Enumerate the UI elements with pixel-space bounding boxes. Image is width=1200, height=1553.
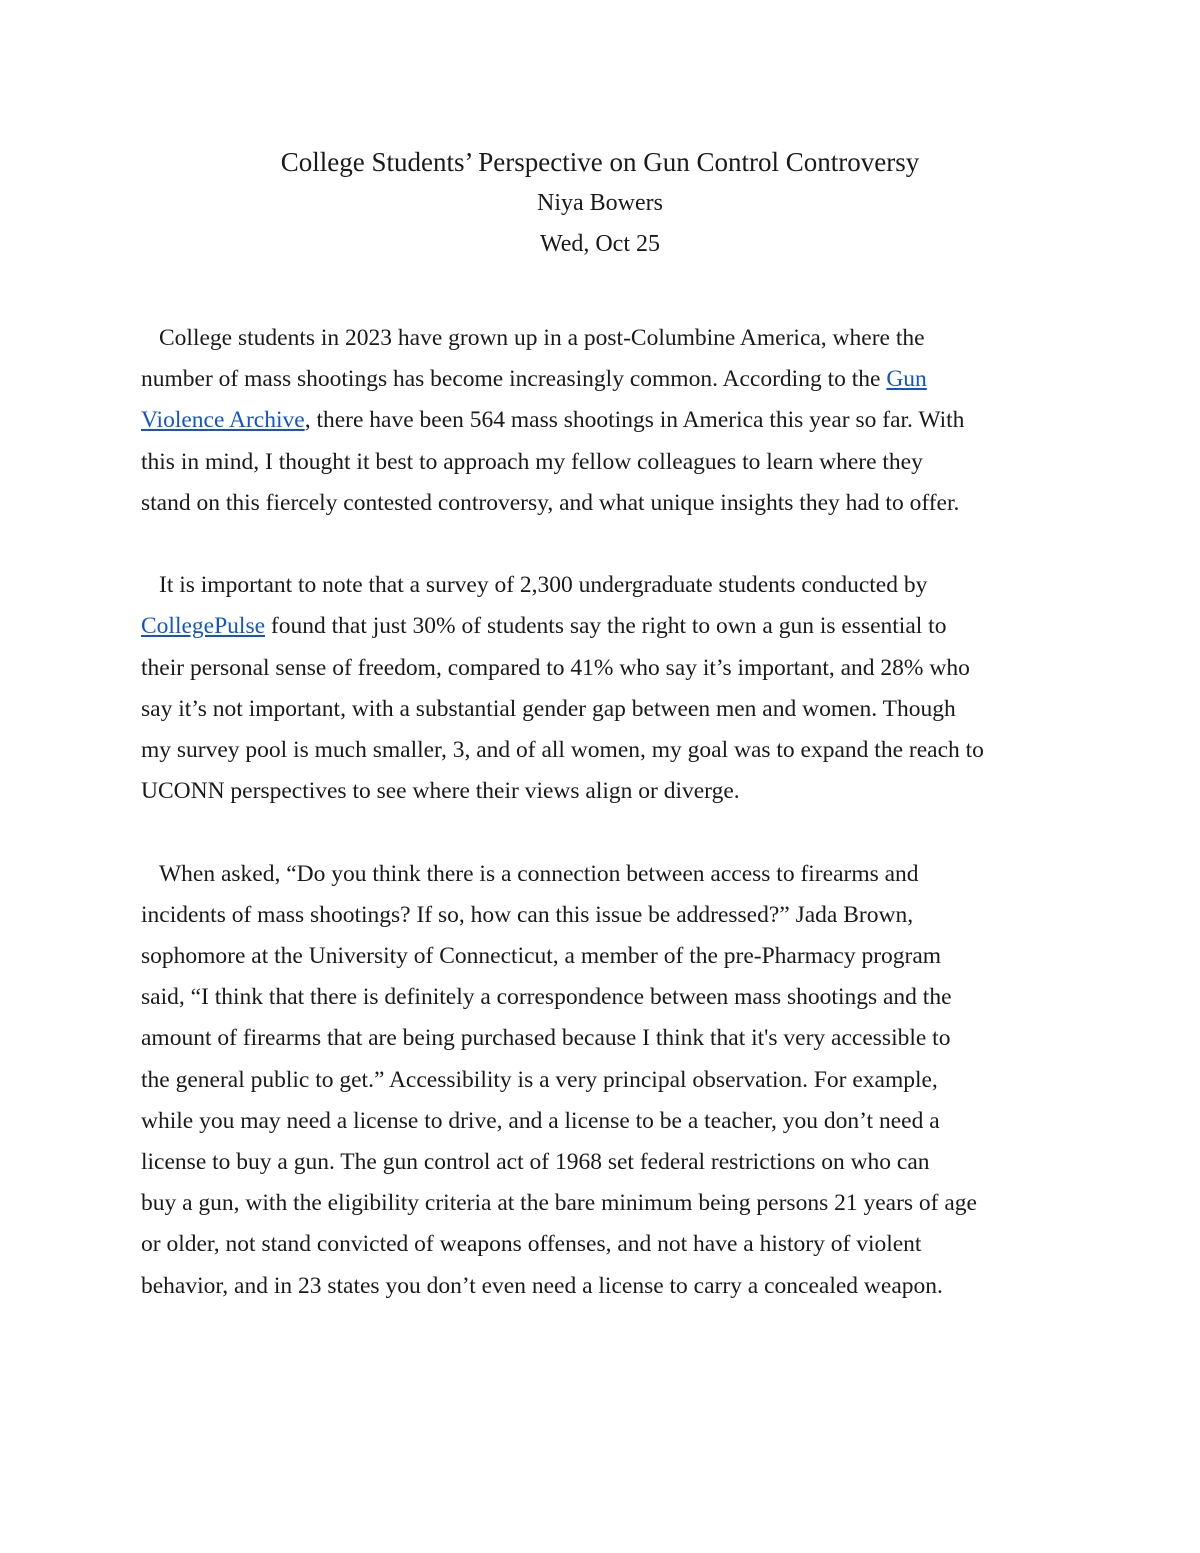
paragraph-line [141,606,1061,647]
paragraph-line: College students in 2023 have grown up in a post-Columbine America, where the [159,325,925,351]
paragraph-line: this in mind, I thought it best to approach my fellow colleagues to learn where they [141,448,923,475]
author-name: Niya Bowers [537,190,663,216]
paragraph-line: UCONN perspectives to see where their views align or diverge. [141,778,740,805]
paragraph-line: their personal sense of freedom, compared to 41% who say it’s important, and 28% who [141,654,970,681]
paragraph-3 [141,854,1061,1307]
gun-violence-archive-link-continued[interactable]: Violence Archive [141,407,305,434]
paragraph-line: It is important to note that a survey of 2,300 undergraduate students conducted by [159,572,928,599]
collegepulse-link[interactable]: CollegePulse [141,613,266,640]
paragraph-line: my survey pool is much smaller, 3, and of all women, my goal was to expand the reach to [141,737,984,764]
paragraph-line: stand on this fiercely contested controversy, and what unique insights they had to offer. [141,489,960,516]
paragraph-line: license to buy a gun. The gun control act of 1968 set federal restrictions on who can [141,1149,930,1176]
paragraph-text: number of mass shootings has become increasingly common. According to the [141,366,887,393]
paragraph-line: amount of firearms that are being purchased because I think that it's very accessible to [141,1025,951,1052]
paragraph-text: found that just 30% of students say the right to own a gun is essential to [265,613,947,640]
paragraph-line: the general public to get.” Accessibility is a very principal observation. For example, [141,1066,938,1093]
paragraph-line: said, “I think that there is definitely a correspondence between mass shootings and the [141,984,952,1011]
paragraph-line: say it’s not important, with a substantial gender gap between men and women. Though [141,695,956,722]
paragraph-line: When asked, “Do you think there is a connection between access to firearms and [159,860,919,887]
paragraph-line: while you may need a license to drive, and a license to be a teacher, you don’t need a [141,1107,940,1134]
article-body [141,318,1061,1348]
document-header [0,142,1200,265]
paragraph-2 [141,565,1061,812]
paragraph-line: incidents of mass shootings? If so, how can this issue be addressed?” Jada Brown, [141,901,914,928]
paragraph-1 [141,318,1061,524]
paragraph-line: buy a gun, with the eligibility criteria at the bare minimum being persons 21 years of age [141,1190,977,1217]
paragraph-line: sophomore at the University of Connecticut, a member of the pre-Pharmacy program [141,943,942,970]
publication-date: Wed, Oct 25 [539,231,661,257]
gun-violence-archive-link[interactable]: Gun [886,366,927,393]
paragraph-line [141,400,1061,441]
paragraph-line [141,359,1061,400]
document-title: College Students’ Perspective on Gun Control Controversy [280,147,920,177]
paragraph-line: behavior, and in 23 states you don’t even need a license to carry a concealed weapon. [141,1272,943,1299]
paragraph-line: or older, not stand convicted of weapons offenses, and not have a history of violent [141,1231,922,1258]
paragraph-text: , there have been 564 mass shootings in America this year so far. With [304,407,965,434]
